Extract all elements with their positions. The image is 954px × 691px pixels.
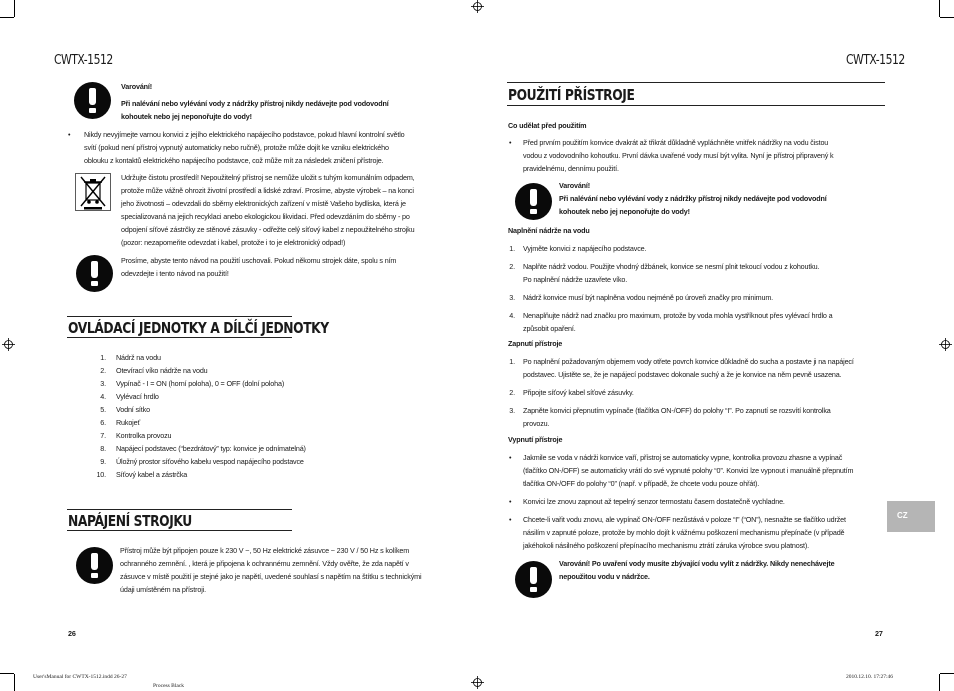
paragraph-line: odevzdejte i tento návod na použití! (121, 269, 229, 278)
list-item-text: Po naplnění nádrže uzavřete víko. (523, 275, 628, 284)
list-item-text: Vypínač - I = ON (horní poloha), 0 = OFF (dolní poloha) (116, 379, 285, 388)
list-item-text: Nádrž na vodu (116, 353, 161, 362)
list-number: 7. (100, 431, 106, 440)
paragraph-line: údaji umístěném na přístroji. (120, 585, 206, 594)
crop-mark (940, 673, 954, 674)
list-number: 1. (509, 357, 515, 366)
list-item-text: Vyjměte konvici z napájecího podstavce. (523, 244, 647, 253)
crop-mark (14, 674, 15, 691)
list-item-text: Připojte síťový kabel síťové zásuvky. (523, 388, 634, 397)
bullet-icon: • (509, 453, 512, 462)
paragraph-line: Konvici lze znovu zapnout až tepelný senzor termostatu časem dostatečně vychladne. (523, 497, 785, 506)
registration-mark-icon (471, 0, 484, 13)
footer-process: Process Black (153, 683, 185, 689)
heading-rule (507, 105, 885, 106)
list-number: 6. (100, 418, 106, 427)
list-item-text: Napájecí podstavec (“bezdrátový” typ: konvice je odnímatelná) (116, 444, 306, 453)
paragraph-line: Před prvním použitím konvice dvakrát až třikrát důkladně vypláchněte vnitřek nádržky na vodu čistou (523, 138, 829, 147)
model-number-left: CWTX-1512 (54, 52, 113, 68)
list-number: 4. (100, 392, 106, 401)
warning-text: kohoutek nebo jej neponořujte do vody! (559, 207, 690, 216)
recycle-bin-crossed-icon (75, 173, 111, 211)
paragraph-line: ochranného zemnění. , která je připojena k ochrannému zemnění. Vždy ověřte, že zda napětí v (120, 559, 409, 568)
paragraph-line: násilím v zapnuté poloze, protože by mohlo dojít k vážnému poškození mechanismu přepínače (v případě (523, 528, 845, 537)
list-item-text: provozu. (523, 419, 550, 428)
list-item-text: Nenaplňujte nádrž nad značku pro maximum, protože by voda mohla vystříknout přes vylévací hrdlo a (523, 311, 833, 320)
list-item-text: Kontrolka provozu (116, 431, 172, 440)
list-number: 9. (100, 457, 106, 466)
section-heading: OVLÁDACÍ JEDNOTKY A DÍLČÍ JEDNOTKY (68, 319, 329, 337)
list-item-text: Vodní sítko (116, 405, 150, 414)
bullet-icon: • (68, 130, 71, 139)
paragraph-line: (pozor: nezapomeňte odevzdat i kabel, protože i to je elektronický odpad!) (121, 238, 346, 247)
crop-mark (14, 0, 15, 17)
list-item-text: Naplňte nádrž vodou. Použijte vhodný džbánek, konvice se nesmí plnit tekoucí vodou z kohoutku. (523, 262, 820, 271)
crop-mark (939, 674, 940, 691)
heading-rule (67, 316, 292, 317)
paragraph-line: vodou z vodovodního kohoutku. První dávka uvařené vody musí být vylita. Nyní je přístroj připravený k (523, 151, 834, 160)
warning-text: nepoužitou vodu v nádržce. (559, 572, 650, 581)
bullet-icon: • (509, 497, 512, 506)
page-number: 26 (68, 629, 76, 638)
list-item-text: Vylévací hrdlo (116, 392, 159, 401)
paragraph-line: Udržujte čistotu prostředí! Nepoužitelný přístroj se nemůže uložit s tuhým komunálním odpadem, (121, 173, 415, 182)
warning-icon (515, 183, 552, 220)
warning-icon (76, 255, 113, 292)
list-item-text: podstavec. Ujistěte se, že je napájecí podstavec dokonale suchý a že je konvice na něm pevně usazena. (523, 370, 842, 379)
warning-title: Varování! (121, 82, 153, 91)
page-number: 27 (875, 629, 883, 638)
paragraph-line: zásuvce v místě použití je stejné jako je napětí, uvedené souhlasí s napětím na štítku s technickými (120, 572, 422, 581)
list-number: 2. (509, 262, 515, 271)
list-item-text: Nádrž konvice musí být naplněna vodou nejméně po úroveň značky pro minimum. (523, 293, 774, 302)
registration-mark-icon (471, 676, 484, 689)
subheading: Zapnutí přístroje (508, 339, 563, 348)
registration-mark-icon (2, 338, 15, 351)
list-item-text: Otevírací víko nádrže na vodu (116, 366, 208, 375)
list-number: 1. (509, 244, 515, 253)
list-number: 4. (509, 311, 515, 320)
paragraph-line: Chcete-li vařit vodu znovu, ale vypínač ON-/OFF nezůstává v poloze “I” (“ON”), nesnažte se tlačítko udržet (523, 515, 846, 524)
list-number: 3. (509, 406, 515, 415)
paragraph-line: Prosíme, abyste tento návod na použití uschovali. Pokud někomu strojek dáte, spolu s ním (121, 256, 397, 265)
warning-text: Při nalévání nebo vylévání vody z nádržky přístroj nikdy nedávejte pod vodovodní (121, 99, 389, 108)
warning-text: Při nalévání nebo vylévání vody z nádržky přístroj nikdy nedávejte pod vodovodní (559, 194, 827, 203)
paragraph-line: jakéhokoli násilného poškození přepínacího mechanismu ztrátí záruka výrobce svou platnost). (523, 541, 809, 550)
paragraph-line: Přístroj může být připojen pouze k 230 V ~, 50 Hz elektrické zásuvce ~ 230 V / 50 Hz s kolíkem (120, 546, 410, 555)
section-heading: NAPÁJENÍ STROJKU (68, 512, 192, 530)
paragraph-line: (tlačítko ON-/OFF) se automaticky vrátí do své vypnuté polohy “0”. Konvici lze vypnout i manuálně přepnutím (523, 466, 854, 475)
heading-rule (67, 509, 292, 510)
list-item-text: Úložný prostor síťového kabelu vespod napájecího podstavce (116, 457, 304, 466)
list-number: 5. (100, 405, 106, 414)
warning-icon (76, 547, 113, 584)
list-number: 8. (100, 444, 106, 453)
language-tab-label: CZ (897, 511, 908, 520)
subheading: Co udělat před použitím (508, 121, 587, 130)
warning-icon (74, 82, 111, 119)
warning-title: Varování! (559, 181, 591, 190)
crop-mark (0, 673, 14, 674)
subheading: Naplnění nádrže na vodu (508, 226, 590, 235)
list-item-text: Rukojeť (116, 418, 141, 427)
crop-mark (939, 0, 940, 17)
paragraph-line: Nikdy nevyjímejte varnou konvici z jejího elektrického napájecího podstavce, pokud hlavní kontrolní světlo (84, 130, 405, 139)
heading-rule (67, 337, 292, 338)
subheading: Vypnutí přístroje (508, 435, 563, 444)
list-item-text: Po naplnění požadovaným objemem vody otřete povrch konvice důkladně do sucha a postavte ji na napájecí (523, 357, 854, 366)
crop-mark (0, 17, 14, 18)
bullet-icon: • (509, 138, 512, 147)
heading-rule (67, 530, 292, 531)
paragraph-line: jeho životnosti – odevzdali do sběrny elektronických zařízení v místě Vašeho bydliska, která je (121, 199, 406, 208)
list-item-text: způsobit opaření. (523, 324, 576, 333)
warning-text: Varování! Po uvaření vody musíte zbývající vodu vylít z nádržky. Nikdy nenechávejte (559, 559, 835, 568)
bullet-icon: • (509, 515, 512, 524)
warning-text: kohoutek nebo jej neponořujte do vody! (121, 112, 252, 121)
heading-rule (507, 82, 885, 83)
language-tab (887, 501, 935, 532)
model-number-right: CWTX-1512 (846, 52, 905, 68)
warning-icon (515, 561, 552, 598)
registration-mark-icon (939, 338, 952, 351)
paragraph-line: oblouku z kontaktů elektrického napájecího podstavce, což může mít za následek zničení přístroje. (84, 156, 384, 165)
paragraph-line: svítí (pokud není přístroj vypnutý automaticky nebo ručně), protože může dojít ke vzniku elektrického (84, 143, 389, 152)
paragraph-line: protože může vážně ohrozit životní prostředí a lidské zdraví. Prosíme, abyste výrobek – na konci (121, 186, 414, 195)
paragraph-line: odpojení síťové zástrčky ze stěnové zásuvky - odřežte celý síťový kabel z nepoužitelného strojku (121, 225, 415, 234)
list-item-text: Síťový kabel a zástrčka (116, 470, 188, 479)
list-number: 1. (100, 353, 106, 362)
paragraph-line: Jakmile se voda v nádrži konvice vaří, přístroj se automaticky vypne, kontrolka provozu zhasne a vypínač (523, 453, 843, 462)
footer-date: 2010.12.10. 17:27:46 (846, 674, 894, 680)
list-item-text: Zapněte konvici přepnutím vypínače (tlačítka ON-/OFF) do polohy “I”. Po zapnutí se rozsvítí kontrolka (523, 406, 831, 415)
footer-filename: User'sManual for CWTX-1512.indd 26-27 (33, 674, 127, 680)
paragraph-line: tlačítka ON-/OFF do polohy “0” (např. v případě, že chcete vodu pouze ohřát). (523, 479, 760, 488)
list-number: 2. (100, 366, 106, 375)
list-number: 2. (509, 388, 515, 397)
list-number: 3. (509, 293, 515, 302)
list-number: 10. (96, 470, 106, 479)
paragraph-line: specializovaná na jejich recyklaci anebo ekologickou likvidaci. Před odevzdáním do sběrny - po (121, 212, 410, 221)
crop-mark (940, 17, 954, 18)
paragraph-line: pravidelnému, dennímu použití. (523, 164, 619, 173)
section-heading: POUŽITÍ PŘÍSTROJE (508, 86, 635, 104)
list-number: 3. (100, 379, 106, 388)
